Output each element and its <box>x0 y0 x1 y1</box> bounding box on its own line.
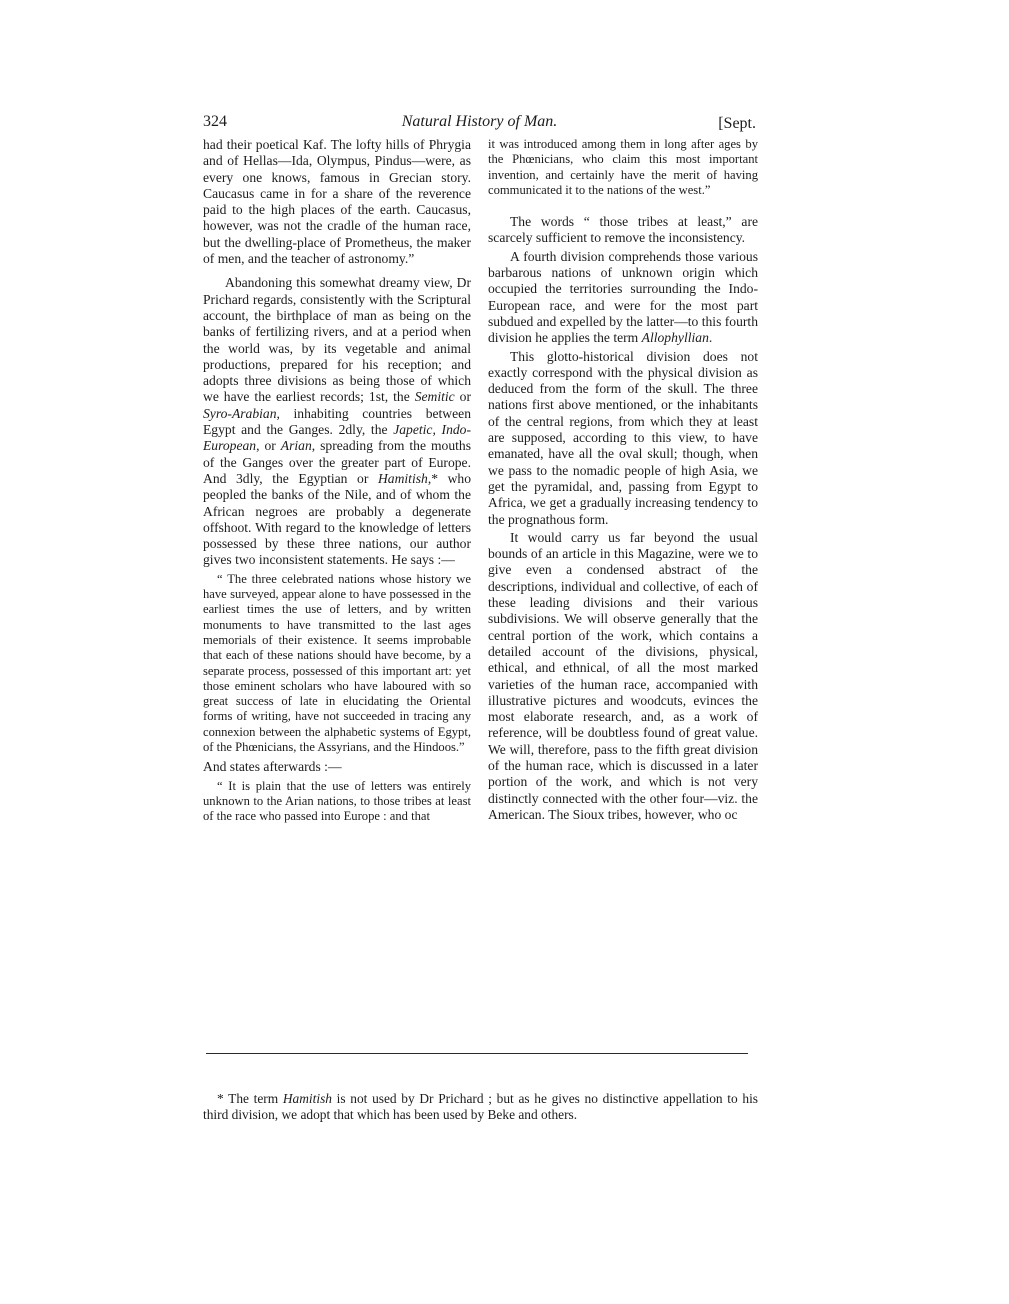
paragraph-magazine-bounds: It would carry us far beyond the usual bounds of an article in this Magazine, were we to give even a condensed abstract of the descriptions, individual and collective, of each of these leading divisions and their various subdivisions. We will observe generally that the central portion of the work, which contains a detailed account of the divisions, physical, ethical, and ethnical, of all the most marked varieties of the human race, accompanied with illustrative pictures and woodcuts, evinces the most elaborate research, and, as a work of reference, will be doubtless found of great value. We will, therefore, pass to the fifth great division of the human race, which is discussed in a later portion of the work, and which is not very distinctly connected with the other four—viz. the American. The Sioux tribes, however, who oc <box>488 529 758 822</box>
paragraph-prichard-divisions: Abandoning this somewhat dreamy view, Dr Prichard regards, consistently with the Scriptural account, the birthplace of man as being on the banks of fertilizing rivers, and at a period when the world was, by its vegetable and animal productions, prepared for his reception; and adopts three divisions as being those of which we have the earliest records; 1st, the Semitic or Syro-Arabian, inhabiting countries between Egypt and the Ganges. 2dly, the Japetic, Indo-European, or Arian, spreading from the mouths of the Ganges over the greater part of Europe. And 3dly, the Egyptian or Hamitish,* who peopled the banks of the Nile, and of whom the African negroes are probably a degenerate offshoot. With regard to the knowledge of letters possessed by these three nations, our author gives two inconsistent statements. He says :— <box>203 275 471 568</box>
running-header <box>203 113 756 135</box>
paragraph-inconsistency: The words “ those tribes at least,” are scarcely sufficient to remove the inconsistency. <box>488 214 758 246</box>
block-quote-letters: “ The three celebrated nations whose history we have surveyed, appear alone to have possessed in the earliest times the use of letters, and by written monuments to have transmitted to the last ages memorials of their existence. It seems improbable that each of these nations should have become, by a separate process, possessed of this important art: yet those eminent scholars who have laboured with so great success of late in elucidating the Oriental forms of writing, have not succeeded in tracing any connexion between the alphabetic systems of Egypt, of the Phœnicians, the Assyrians, and the Hindoos.” <box>203 571 471 754</box>
right-column <box>488 137 758 823</box>
paragraph-states: And states afterwards :— <box>203 759 342 775</box>
left-column <box>203 137 471 824</box>
page-number: 324 <box>203 113 227 130</box>
paragraph-fourth-division: A fourth division comprehends those various barbarous nations of unknown origin which occupied the territories surrounding the Indo-European race, and were for the most part subdued and expelled by the latter—to this fourth division he applies the term Allophyllian. <box>488 248 758 346</box>
block-quote-continued: it was introduced among them in long after ages by the Phœnicians, who claim this most important invention, and certainly have the merit of having communicated it to the nations of the west.” <box>488 137 758 197</box>
paragraph-glotto-historical: This glotto-historical division does not exactly correspond with the physical division as deduced from the form of the skull. The three nations first above mentioned, or the inhabitants of the central regions, from which they at least are supposed, according to this view, to have emanated, have all the oval skull; though, when we pass to the nomadic people of high Asia, we get the pyramidal, and, passing from Egypt to Africa, we get a gradually increasing tendency to the prognathous form. <box>488 348 758 527</box>
footnote: * The term Hamitish is not used by Dr Prichard ; but as he gives no distinctive appellation to his third division, we adopt that which has been used by Beke and others. <box>203 1091 759 1123</box>
paragraph-continued: had their poetical Kaf. The lofty hills of Phrygia and of Hellas—Ida, Olympus, Pindus—were, as every one knows, famous in Grecian story. Caucasus came in for a share of the reverence paid to the high places of the earth. Caucasus, however, was not the cradle of the human race, but the dwelling-place of Prometheus, the maker of men, and the teacher of astronomy.” <box>203 137 471 267</box>
block-quote-arian: “ It is plain that the use of letters was entirely unknown to the Arian nations, to those tribes at least of the race who passed into Europe : and that <box>203 778 471 824</box>
running-title: Natural History of Man. <box>401 113 558 130</box>
running-date: [Sept. <box>718 115 756 132</box>
footnote-rule <box>206 1053 748 1054</box>
